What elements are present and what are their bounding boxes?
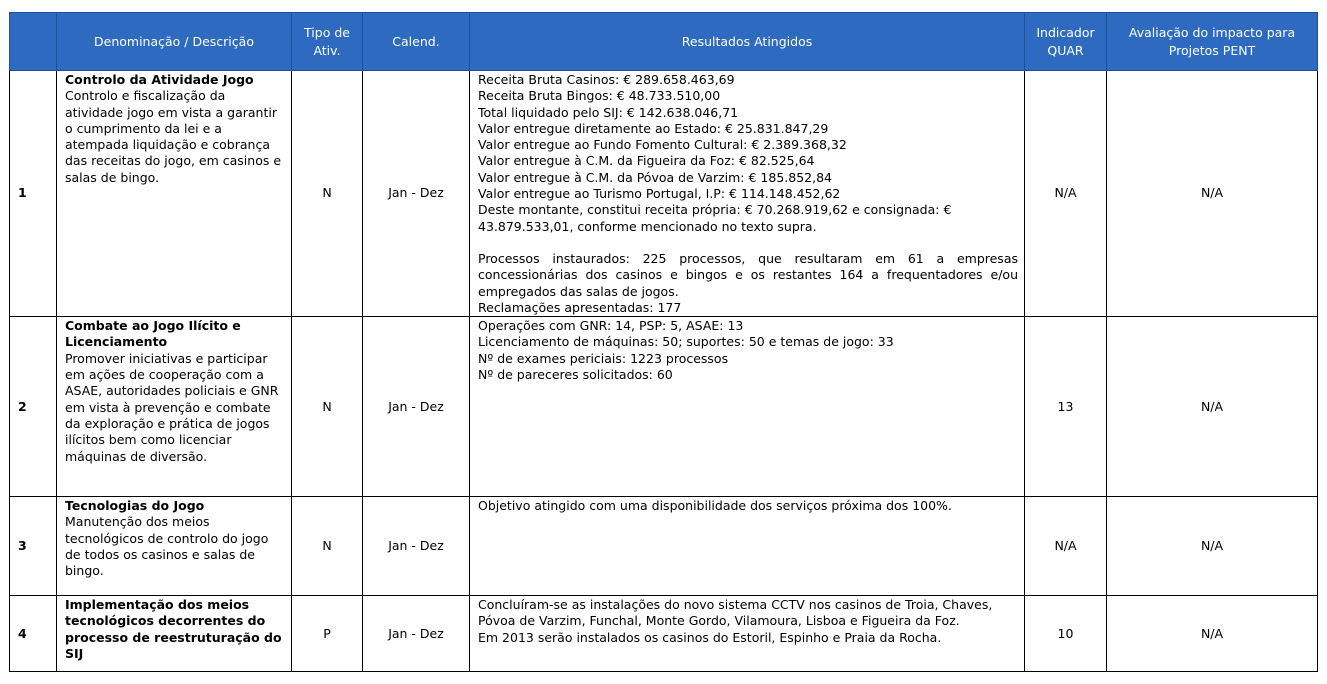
table-row <box>10 71 1318 317</box>
row-title: Tecnologias do Jogo <box>65 498 205 514</box>
table-row <box>10 497 1318 596</box>
result-line: Nº de pareceres solicitados: 60 <box>478 367 673 383</box>
row-indicator: 10 <box>1025 596 1107 672</box>
result-line: Licenciamento de máquinas: 50; suportes: 50 e temas de jogo: 33 <box>478 334 894 350</box>
row-title: Controlo da Atividade Jogo <box>65 72 254 87</box>
result-line: Concluíram-se as instalações do novo sistema CCTV nos casinos de Troia, Chaves, Póvoa de Varzim, Funchal, Monte Gordo, Vilamoura, Lisboa e Figueira da Foz. <box>478 597 993 629</box>
row-description: Controlo e fiscalização da atividade jogo em vista a garantir o cumprimento da lei e a atempada liquidação e cobrança das receitas do jogo, em casinos e salas de bingo. <box>65 88 282 185</box>
row-calendar: Jan - Dez <box>363 71 470 317</box>
header-description: Denominação / Descrição <box>57 13 292 71</box>
row-description: Promover iniciativas e participar em ações de cooperação com a ASAE, autoridades policiais e GNR em vista à prevenção e combate da exploração e prática de jogos ilícitos bem como licenciar máquinas de diversão. <box>65 350 279 464</box>
header-impact: Avaliação do impacto para Projetos PENT <box>1107 13 1318 71</box>
row-number: 4 <box>10 596 57 672</box>
row-title: Combate ao Jogo Ilícito e Licenciamento <box>65 318 241 350</box>
result-line: Receita Bruta Bingos: € 48.733.510,00 <box>478 88 721 104</box>
table-row <box>10 317 1318 497</box>
activities-table <box>9 12 1318 672</box>
row-indicator: 13 <box>1025 317 1107 497</box>
result-line: Valor entregue ao Fundo Fomento Cultural: € 2.389.368,32 <box>478 137 847 153</box>
row-number: 2 <box>10 317 57 497</box>
row-impact: N/A <box>1107 497 1318 596</box>
row-calendar: Jan - Dez <box>363 596 470 672</box>
row-impact: N/A <box>1107 71 1318 317</box>
result-line: Nº de exames periciais: 1223 processos <box>478 350 729 366</box>
result-line: Valor entregue diretamente ao Estado: € 25.831.847,29 <box>478 120 829 136</box>
result-line: Processos instaurados: 225 processos, que resultaram em 61 a empresas concessionárias dos casinos e bingos e os restantes 164 a frequentadores e/ou empregados das salas de jogos. <box>478 250 1018 299</box>
result-line: Valor entregue à C.M. da Póvoa de Varzim: € 185.852,84 <box>478 169 832 185</box>
header-results: Resultados Atingidos <box>470 13 1025 71</box>
row-description: Manutenção dos meios tecnológicos de controlo do jogo de todos os casinos e salas de bingo. <box>65 514 269 579</box>
row-results <box>470 317 1025 497</box>
row-impact: N/A <box>1107 317 1318 497</box>
row-type: N <box>292 71 363 317</box>
row-indicator: N/A <box>1025 71 1107 317</box>
result-line: Objetivo atingido com uma disponibilidade dos serviços próxima dos 100%. <box>478 498 952 514</box>
row-type: N <box>292 317 363 497</box>
row-calendar: Jan - Dez <box>363 497 470 596</box>
row-description-cell <box>57 71 292 317</box>
row-title: Implementação dos meios tecnológicos decorrentes do processo de reestruturação do SIJ <box>65 597 282 662</box>
header-type: Tipo de Ativ. <box>292 13 363 71</box>
header-indicator: Indicador QUAR <box>1025 13 1107 71</box>
result-line: Deste montante, constitui receita própria: € 70.268.919,62 e consignada: € 43.879.533,01, conforme mencionado no texto supra. <box>478 202 952 234</box>
row-description-cell <box>57 317 292 497</box>
result-line: Em 2013 serão instalados os casinos do Estoril, Espinho e Praia da Rocha. <box>478 629 942 645</box>
row-results <box>470 71 1025 317</box>
result-line: Receita Bruta Casinos: € 289.658.463,69 <box>478 72 735 87</box>
row-type: P <box>292 596 363 672</box>
result-line: Total liquidado pelo SIJ: € 142.638.046,71 <box>478 104 739 120</box>
row-results <box>470 596 1025 672</box>
row-type: N <box>292 497 363 596</box>
row-description-cell <box>57 596 292 672</box>
result-line: Operações com GNR: 14, PSP: 5, ASAE: 13 <box>478 318 744 334</box>
row-results <box>470 497 1025 596</box>
result-spacer <box>478 235 1018 251</box>
row-calendar: Jan - Dez <box>363 317 470 497</box>
row-indicator: N/A <box>1025 497 1107 596</box>
result-line: Valor entregue à C.M. da Figueira da Foz: € 82.525,64 <box>478 153 815 169</box>
header-number <box>10 13 57 71</box>
table-row <box>10 596 1318 672</box>
result-line: Reclamações apresentadas: 177 <box>478 299 682 315</box>
row-number: 1 <box>10 71 57 317</box>
row-number: 3 <box>10 497 57 596</box>
row-description-cell <box>57 497 292 596</box>
row-impact: N/A <box>1107 596 1318 672</box>
header-row <box>10 13 1318 71</box>
result-line: Valor entregue ao Turismo Portugal, I.P: € 114.148.452,62 <box>478 186 841 202</box>
header-calendar: Calend. <box>363 13 470 71</box>
